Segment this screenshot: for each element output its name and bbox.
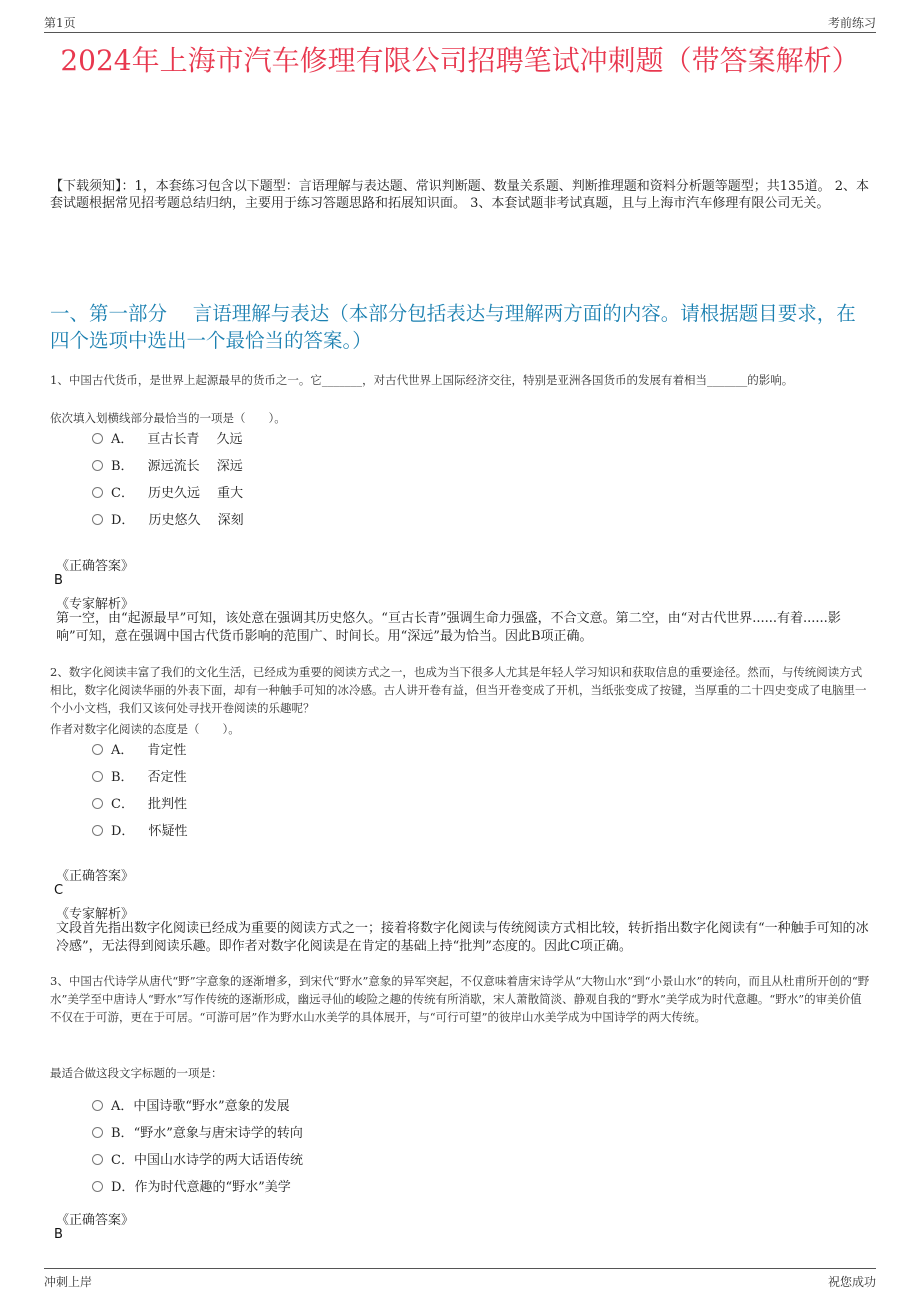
radio-icon[interactable] (92, 514, 103, 525)
answer-label: 《正确答案》 (56, 869, 135, 884)
question-3-option-c[interactable]: C．中国山水诗学的两大话语传统 (92, 1153, 303, 1169)
answer-label: 《正确答案》 (56, 559, 135, 574)
radio-icon[interactable] (92, 433, 103, 444)
question-1-option-c[interactable]: C． 历史久远 重大 (92, 486, 243, 502)
radio-icon[interactable] (92, 460, 103, 471)
question-1-prompt: 依次填入划横线部分最恰当的一项是（ ）。 (50, 411, 286, 425)
question-2-prompt: 作者对数字化阅读的态度是（ ）。 (50, 722, 240, 736)
section-heading: 一、第一部分 言语理解与表达（本部分包括表达与理解两方面的内容。请根据题目要求，在四个选项中选出一个最恰当的答案。） (50, 302, 856, 352)
footer-right-label: 祝您成功 (827, 1275, 876, 1289)
question-1-option-b[interactable]: B． 源远流长 深远 (92, 459, 243, 475)
question-3-prompt: 最适合做这段文字标题的一项是： (50, 1066, 223, 1080)
analysis-label: 《专家解析》 (56, 597, 135, 612)
question-1-stem: 1、中国古代货币，是世界上起源最早的货币之一。它_______，对古代世界上国际经济交往，特别是亚洲各国货币的发展有着相当_______的影响。 (50, 373, 794, 387)
question-2-analysis: 文段首先指出数字化阅读已经成为重要的阅读方式之一；接着将数字化阅读与传统阅读方式相比较，转折指出数字化阅读有“一种触手可知的冰冷感”，无法得到阅读乐趣。即作者对数字化阅读是在肯定的基础上持“批判”态度的。因此C项正确。 (56, 921, 869, 954)
download-notice: 【下载须知】：1，本套练习包含以下题型：言语理解与表达题、常识判断题、数量关系题、判断推理题和资料分析题等题型；共135道。 2、本套试题根据常见招考题总结归纳，主要用于练习答题思路和拓展知识面。 3、本套试题非考试真题，且与上海市汽车修理有限公司无关。 (50, 179, 869, 211)
question-2-option-c[interactable]: C． 批判性 (92, 797, 187, 813)
question-3-answer: B (54, 1227, 63, 1242)
radio-icon[interactable] (92, 1100, 103, 1111)
question-2-option-b[interactable]: B． 否定性 (92, 770, 187, 786)
question-2-answer: C (54, 883, 64, 898)
page-title: 2024年上海市汽车修理有限公司招聘笔试冲刺题（带答案解析） (60, 44, 860, 77)
footer-rule (44, 1268, 876, 1269)
question-3-option-d[interactable]: D．作为时代意趣的“野水”美学 (92, 1180, 291, 1196)
header-right-label: 考前练习 (827, 16, 876, 30)
question-2-stem: 2、数字化阅读丰富了我们的文化生活，已经成为重要的阅读方式之一，也成为当下很多人尤其是年轻人学习知识和获取信息的重要途径。然而，与传统阅读方式相比，数字化阅读华丽的外表下面，却有一种触手可知的冰冷感。古人讲开卷有益，但当开卷变成了开机，当纸张变成了按键，当厚重的二十四史变成了电脑里一个小小文档，我们又该何处寻找开卷阅读的乐趣呢？ (50, 665, 867, 715)
radio-icon[interactable] (92, 487, 103, 498)
radio-icon[interactable] (92, 798, 103, 809)
answer-label: 《正确答案》 (56, 1213, 135, 1228)
question-3-option-a[interactable]: A．中国诗歌“野水”意象的发展 (92, 1099, 290, 1115)
header-rule (44, 32, 876, 33)
analysis-label: 《专家解析》 (56, 907, 135, 922)
radio-icon[interactable] (92, 825, 103, 836)
question-1-answer: B (54, 573, 63, 588)
question-2-option-d[interactable]: D． 怀疑性 (92, 824, 187, 840)
question-1-option-a[interactable]: A． 亘古长青 久远 (92, 432, 243, 448)
footer-left-label: 冲刺上岸 (44, 1275, 93, 1289)
radio-icon[interactable] (92, 1127, 103, 1138)
radio-icon[interactable] (92, 1154, 103, 1165)
page-number: 第1页 (44, 16, 76, 30)
question-1-analysis: 第一空，由“起源最早”可知，该处意在强调其历史悠久。“亘古长青”强调生命力强盛，不合文意。第二空，由“对古代世界......有着......影响”可知，意在强调中国古代货币影响的范围广、时间长。用“深远”最为恰当。因此B项正确。 (56, 611, 841, 644)
radio-icon[interactable] (92, 1181, 103, 1192)
question-2-option-a[interactable]: A． 肯定性 (92, 743, 186, 759)
question-3-option-b[interactable]: B．“野水”意象与唐宋诗学的转向 (92, 1126, 303, 1142)
question-3-stem: 3、中国古代诗学从唐代“野”字意象的逐渐增多，到宋代“野水”意象的异军突起，不仅意味着唐宋诗学从“大物山水”到“小景山水”的转向，而且从杜甫所开创的“野水”美学至中唐诗人“野水”写作传统的逐渐形成，幽远寻仙的峻险之趣的传统有所消歇，宋人萧散简淡、静观自我的“野水”美学成为时代意趣。“野水”的审美价值不仅在于可游，更在于可居。“可游可居”作为野水山水美学的具体展开，与“可行可望”的彼岸山水美学成为中国诗学的两大传统。 (50, 974, 870, 1024)
radio-icon[interactable] (92, 744, 103, 755)
radio-icon[interactable] (92, 771, 103, 782)
question-1-option-d[interactable]: D． 历史悠久 深刻 (92, 513, 244, 529)
